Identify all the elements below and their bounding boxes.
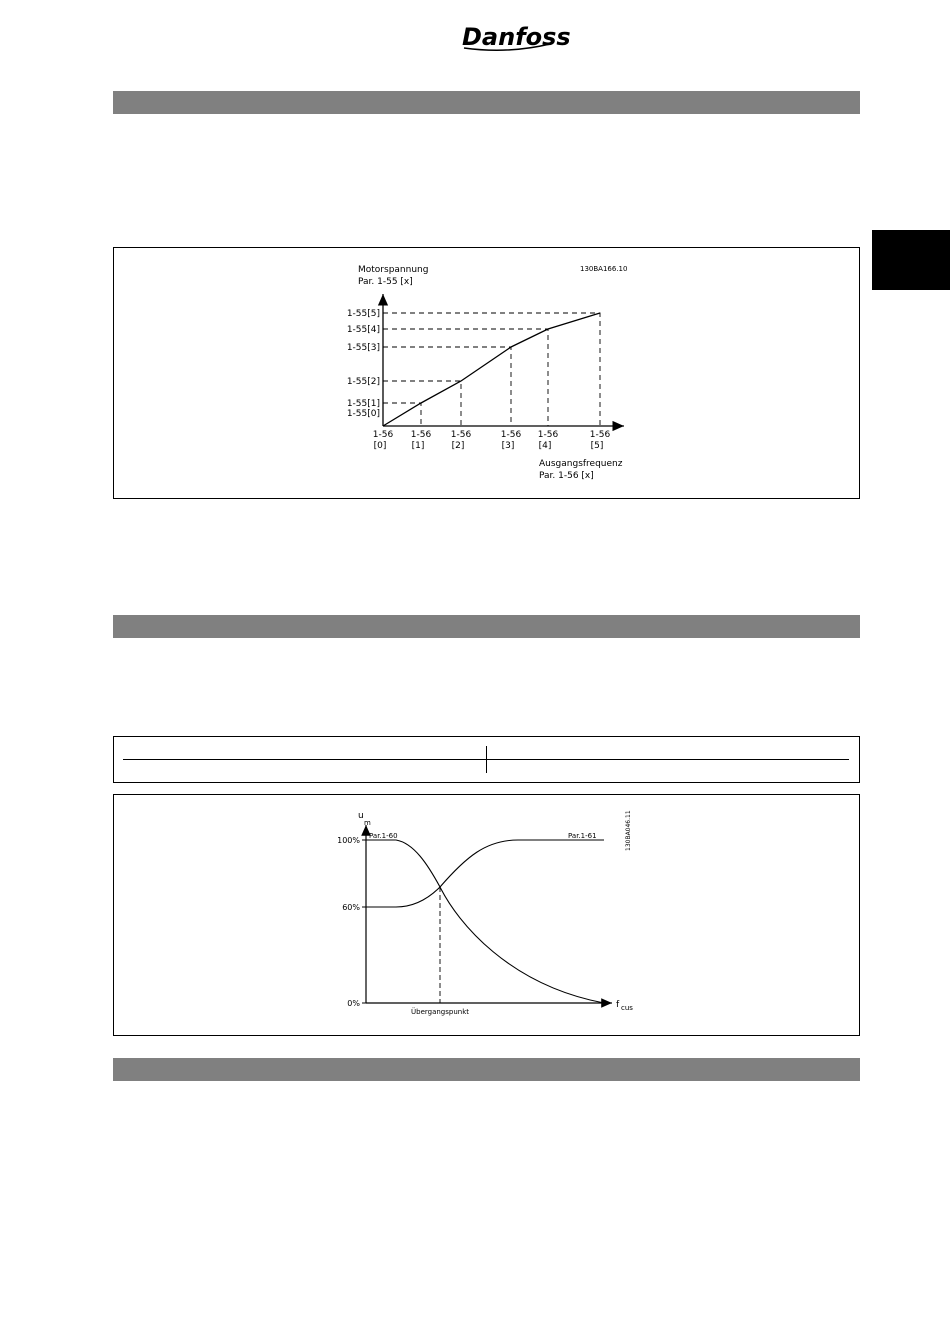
- empty-table: [113, 736, 860, 783]
- y-axis-label-line1: Motorspannung: [358, 265, 429, 275]
- vf-characteristic-diagram: [114, 248, 859, 498]
- curve-par-1-60: [366, 840, 604, 1003]
- x-tick-label: 1-56: [589, 430, 611, 440]
- y-axis-label-line2: Par. 1-55 [x]: [358, 277, 413, 287]
- curve-par-1-61: [366, 840, 604, 907]
- y-tick-label: 100%: [337, 836, 360, 845]
- x-axis-label-line1: Ausgangsfrequenz: [539, 459, 623, 469]
- y-tick-label: 1-55[2]: [346, 377, 380, 387]
- svg-text:Danfoss: Danfoss: [462, 23, 571, 51]
- crossover-diagram: [114, 795, 859, 1035]
- guide-lines: [383, 313, 600, 426]
- curve-label-par-1-61: Par.1-61: [568, 832, 597, 840]
- x-tick-label: [2]: [451, 441, 465, 451]
- x-axis-subscript: cus: [621, 1004, 633, 1012]
- y-tick-label: 60%: [342, 903, 360, 912]
- y-tick-label: 1-55[5]: [346, 309, 380, 319]
- y-tick-label: 1-55[4]: [346, 325, 380, 335]
- x-tick-label: 1-56: [372, 430, 394, 440]
- figure-crossover: [113, 794, 860, 1036]
- figure-code: 130BA046.11: [625, 810, 632, 851]
- x-tick-label: [5]: [590, 441, 604, 451]
- x-tick-label: [0]: [373, 441, 387, 451]
- y-axis-symbol: u: [358, 811, 364, 821]
- y-tick-label: 0%: [347, 999, 360, 1008]
- vf-curve: [383, 313, 600, 426]
- x-tick-label: 1-56: [500, 430, 522, 440]
- y-tick-label: 1-55[1]: [346, 399, 380, 409]
- section-header-bar-3: [113, 1058, 860, 1081]
- chapter-side-tab: [872, 230, 950, 290]
- figure-vf-characteristic: [113, 247, 860, 499]
- figure-code: 130BA166.10: [580, 265, 628, 273]
- x-axis-label-line2: Par. 1-56 [x]: [539, 471, 594, 481]
- section-header-bar-2: [113, 615, 860, 638]
- curve-label-par-1-60: Par.1-60: [369, 832, 398, 840]
- x-tick-label: [3]: [501, 441, 515, 451]
- danfoss-logo: [458, 18, 571, 54]
- x-tick-label: [1]: [411, 441, 425, 451]
- x-tick-label: 1-56: [410, 430, 432, 440]
- x-tick-label: 1-56: [537, 430, 559, 440]
- x-tick-label: 1-56: [450, 430, 472, 440]
- y-tick-label: 1-55[3]: [346, 343, 380, 353]
- y-axis-subscript: m: [364, 819, 371, 827]
- table-column-divider: [486, 746, 487, 773]
- section-header-bar-1: [113, 91, 860, 114]
- x-tick-label: [4]: [538, 441, 552, 451]
- crossover-label: Übergangspunkt: [411, 1008, 470, 1016]
- y-tick-label: 1-55[0]: [346, 409, 380, 419]
- x-axis-symbol: f: [616, 1000, 620, 1010]
